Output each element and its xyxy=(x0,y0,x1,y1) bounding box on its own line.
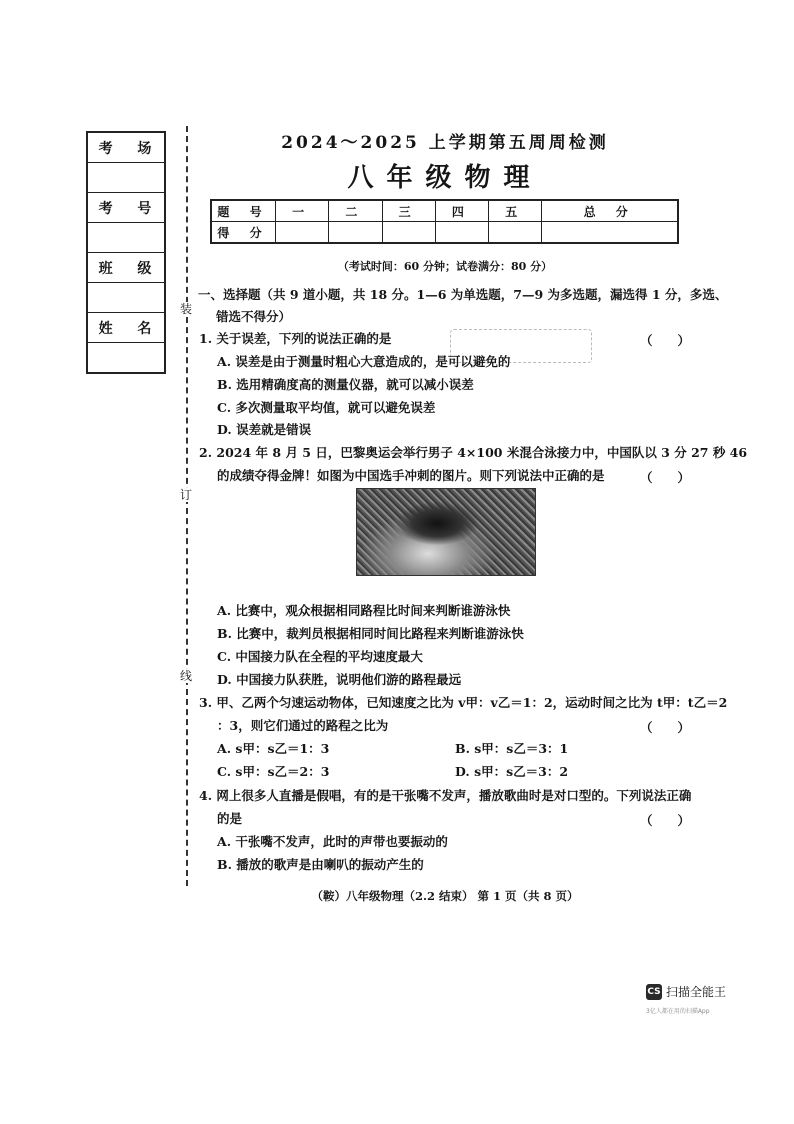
q3-option-d: D. s甲：s乙＝3：2 xyxy=(455,764,569,779)
class-label: 班 级 xyxy=(87,253,165,283)
q1-option-d: D. 误差就是错误 xyxy=(217,422,312,437)
q2-answer-paren[interactable]: （ ） xyxy=(640,470,691,485)
binding-char-zhuang: 装 xyxy=(179,302,192,316)
name-field[interactable] xyxy=(87,343,165,374)
section-heading: 一、选择题（共 9 道小题，共 18 分。1—6 为单选题，7—9 为多选题，漏选得 1 分，多选、 xyxy=(198,287,728,302)
score-field[interactable] xyxy=(382,222,435,244)
q4-stem-line1: 4. 网上很多人直播是假唱，有的是干张嘴不发声，播放歌曲时是对口型的。下列说法正确 xyxy=(199,788,692,803)
q1-option-a: A. 误差是由于测量时粗心大意造成的，是可以避免的 xyxy=(217,354,511,369)
exam-info: （考试时间：60 分钟；试卷满分：80 分） xyxy=(337,260,553,273)
score-header-cell: 三 xyxy=(382,200,435,222)
score-row-label: 得 分 xyxy=(211,222,276,244)
q3-answer-paren[interactable]: （ ） xyxy=(640,720,691,735)
q2-stem-line2: 的成绩夺得金牌！如图为中国选手冲刺的图片。则下列说法中正确的是 xyxy=(217,468,605,483)
page-footer: （鞍）八年级物理（2.2 结束） 第 1 页（共 8 页） xyxy=(311,889,579,903)
class-field[interactable] xyxy=(87,283,165,313)
camscanner-logo-icon: CS xyxy=(646,984,662,1000)
q4-stem-line2: 的是 xyxy=(217,811,243,826)
q1-option-c: C. 多次测量取平均值，就可以避免误差 xyxy=(217,400,436,415)
binding-char-ding: 订 xyxy=(179,488,192,502)
q2-option-b: B. 比赛中，裁判员根据相同时间比路程来判断谁游泳快 xyxy=(217,626,524,641)
q2-option-d: D. 中国接力队获胜，说明他们游的路程最远 xyxy=(217,672,462,687)
score-header-cell: 五 xyxy=(489,200,542,222)
score-field[interactable] xyxy=(435,222,488,244)
q1-answer-paren[interactable]: （ ） xyxy=(640,333,691,348)
score-field[interactable] xyxy=(329,222,382,244)
q3-option-c: C. s甲：s乙＝2：3 xyxy=(217,764,330,779)
score-field[interactable] xyxy=(276,222,329,244)
q3-option-a: A. s甲：s乙＝1：3 xyxy=(217,741,330,756)
subject-title: 八年级物理 xyxy=(347,163,543,193)
camscanner-name: 扫描全能王 xyxy=(666,985,727,999)
q2-option-a: A. 比赛中，观众根据相同路程比时间来判断谁游泳快 xyxy=(217,603,511,618)
q3-stem-line2: ：3，则它们通过的路程之比为 xyxy=(217,718,389,733)
score-table xyxy=(210,199,679,244)
exam-room-field[interactable] xyxy=(87,163,165,193)
q1-option-b: B. 选用精确度高的测量仪器，就可以减小误差 xyxy=(217,377,474,392)
binding-char-xian: 线 xyxy=(179,669,192,683)
score-header-cell: 总 分 xyxy=(542,200,678,222)
score-field[interactable] xyxy=(489,222,542,244)
q1-stem: 1. 关于误差，下列的说法正确的是 xyxy=(199,331,392,346)
score-header-cell: 题 号 xyxy=(211,200,276,222)
name-label: 姓 名 xyxy=(87,313,165,343)
score-header-cell: 四 xyxy=(435,200,488,222)
swimmer-photo xyxy=(356,488,536,576)
q2-stem-line1: 2. 2024 年 8 月 5 日，巴黎奥运会举行男子 4×100 米混合泳接力中，中国队以 3 分 27 秒 46 xyxy=(199,445,748,460)
q4-option-b: B. 播放的歌声是由喇叭的振动产生的 xyxy=(217,857,424,872)
exam-room-label: 考 场 xyxy=(87,132,165,163)
q2-option-c: C. 中国接力队在全程的平均速度最大 xyxy=(217,649,423,664)
candidate-info-table xyxy=(86,131,166,374)
score-header-cell: 二 xyxy=(329,200,382,222)
score-header-cell: 一 xyxy=(276,200,329,222)
camscanner-tagline: 3亿人都在用的扫描App xyxy=(646,1008,710,1015)
exam-number-label: 考 号 xyxy=(87,193,165,223)
exam-number-field[interactable] xyxy=(87,223,165,253)
q3-stem-line1: 3. 甲、乙两个匀速运动物体，已知速度之比为 v甲：v乙＝1：2，运动时间之比为 t甲：t乙＝2 xyxy=(199,695,728,710)
q4-answer-paren[interactable]: （ ） xyxy=(640,813,691,828)
exam-title: 2024～2025 上学期第五周周检测 xyxy=(281,133,609,153)
section-heading-cont: 错选不得分） xyxy=(216,309,292,324)
score-field[interactable] xyxy=(542,222,678,244)
q3-option-b: B. s甲：s乙＝3：1 xyxy=(455,741,569,756)
q4-option-a: A. 干张嘴不发声，此时的声带也要振动的 xyxy=(217,834,448,849)
binding-line xyxy=(186,126,188,886)
